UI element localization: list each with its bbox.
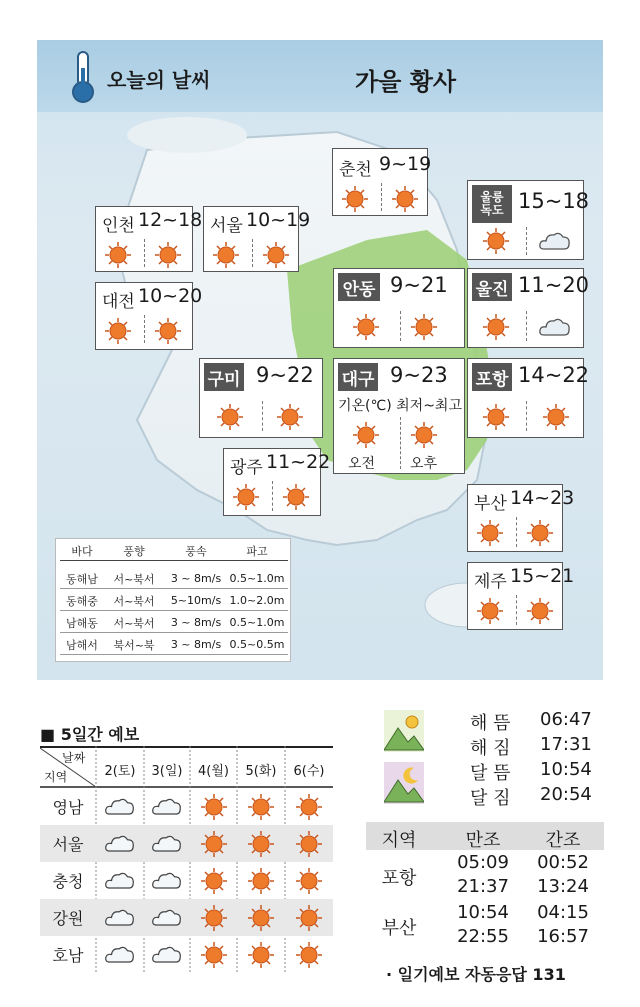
tide-region: 부산 xyxy=(381,918,417,939)
sunset-time: 17:31 xyxy=(540,734,592,755)
sea-wave: 0.5~1.0m xyxy=(229,616,285,629)
sea-wind-dir: 북서~북 xyxy=(113,638,155,652)
forecast-row xyxy=(40,936,333,973)
sun-icon xyxy=(216,403,244,431)
city-card-daejeon xyxy=(95,282,203,350)
city-temp: 14~22 xyxy=(518,363,590,387)
sun-icon xyxy=(276,403,304,431)
season-title: 가을 황사 xyxy=(355,68,457,96)
city-tag: 포항 xyxy=(472,363,512,391)
sunset-label: 해 짐 xyxy=(470,738,511,759)
city-name: 대전 xyxy=(102,292,135,312)
cloud-icon xyxy=(104,943,136,966)
sea-row xyxy=(60,613,288,633)
sun-icon xyxy=(104,317,132,345)
tide-high: 05:09 xyxy=(457,852,509,873)
city-temp: 12~18 xyxy=(138,209,203,231)
sea-wind-speed: 3 ~ 8m/s xyxy=(170,638,222,651)
tide-region: 포항 xyxy=(381,868,417,889)
sun-icon xyxy=(282,483,310,511)
corner-date: 날짜 xyxy=(62,751,86,765)
sun-icon xyxy=(154,241,182,269)
sun-icon xyxy=(295,941,323,969)
tide-low: 16:57 xyxy=(537,926,589,947)
sea-area: 동해중 xyxy=(66,594,98,608)
weather-map xyxy=(37,40,603,680)
sea-area: 동해남 xyxy=(66,572,98,586)
sun-mountain-icon xyxy=(384,710,424,752)
cloud-icon xyxy=(151,869,183,892)
city-name: 춘천 xyxy=(339,160,372,180)
sun-icon xyxy=(482,403,510,431)
sun-icon xyxy=(200,867,228,895)
forecast-title: ■ 5일간 예보 xyxy=(40,725,140,744)
city-temp: 10~20 xyxy=(138,285,203,307)
forecast-region: 강원 xyxy=(52,909,84,928)
forecast-row xyxy=(40,788,333,825)
sea-wind-dir: 서~북서 xyxy=(113,572,155,586)
sunrise-label: 해 뜸 xyxy=(470,713,511,734)
day-label: 4(월) xyxy=(198,764,229,779)
day-label: 6(수) xyxy=(293,764,325,779)
forecast-grid xyxy=(40,746,333,974)
sun-icon xyxy=(200,904,228,932)
day-label: 2(토) xyxy=(104,764,136,779)
tide-header: 지역 xyxy=(381,830,417,851)
sun-icon xyxy=(104,241,132,269)
sunrise-time: 06:47 xyxy=(540,709,592,730)
day-label: 5(화) xyxy=(245,764,277,779)
legend-pm: 오후 xyxy=(410,456,438,472)
sun-icon xyxy=(295,904,323,932)
city-card-incheon xyxy=(95,206,203,272)
sea-area: 남해동 xyxy=(66,616,98,630)
sea-wave: 0.5~0.5m xyxy=(229,638,285,651)
sun-icon xyxy=(232,483,260,511)
sun-icon xyxy=(526,597,554,625)
tide-low: 13:24 xyxy=(537,876,589,897)
sun-icon xyxy=(262,241,290,269)
sea-wind-dir: 서~북서 xyxy=(113,616,155,630)
city-card-pohang xyxy=(467,358,590,438)
sea-row xyxy=(60,569,288,589)
cloud-icon xyxy=(104,795,136,818)
sun-icon xyxy=(526,519,554,547)
sun-icon xyxy=(410,313,438,341)
cloud-icon xyxy=(151,795,183,818)
city-name: 인천 xyxy=(102,216,135,236)
tide-low: 04:15 xyxy=(537,902,589,923)
tide-high: 10:54 xyxy=(457,902,509,923)
sun-icon xyxy=(391,185,419,213)
sea-row xyxy=(60,591,288,611)
sun-icon xyxy=(200,830,228,858)
city-card-gwangju xyxy=(223,448,331,516)
sun-icon xyxy=(295,793,323,821)
city-temp: 9~21 xyxy=(390,273,448,297)
moon-mountain-icon xyxy=(384,762,424,804)
city-card-ulleung xyxy=(467,180,590,260)
city-tag: 울릉 독도 xyxy=(472,185,512,223)
sun-icon xyxy=(247,793,275,821)
city-temp: 10~19 xyxy=(246,209,311,231)
cloud-icon xyxy=(538,229,572,253)
cloud-icon xyxy=(104,906,136,929)
sun-icon xyxy=(341,185,369,213)
forecast-region: 호남 xyxy=(52,946,84,965)
city-temp: 15~21 xyxy=(510,565,575,587)
footer-note: · 일기예보 자동응답 131 xyxy=(386,965,566,984)
sea-header: 풍향 xyxy=(123,544,145,558)
cloud-icon xyxy=(104,869,136,892)
city-card-seoul xyxy=(203,206,311,272)
moonset-time: 20:54 xyxy=(540,784,592,805)
city-temp: 11~20 xyxy=(518,273,590,297)
cloud-icon xyxy=(151,943,183,966)
sun-icon xyxy=(295,830,323,858)
sun-icon xyxy=(200,793,228,821)
city-name: 부산 xyxy=(474,494,507,514)
sun-icon xyxy=(247,830,275,858)
sea-wave: 1.0~2.0m xyxy=(229,594,285,607)
sea-wave: 0.5~1.0m xyxy=(229,572,285,585)
city-card-andong xyxy=(333,268,465,348)
tide-high: 22:55 xyxy=(457,926,509,947)
moonset-label: 달 짐 xyxy=(470,788,511,809)
tide-high: 21:37 xyxy=(457,876,509,897)
forecast-region: 서울 xyxy=(52,835,84,854)
city-temp: 11~22 xyxy=(266,451,331,473)
city-name: 서울 xyxy=(210,216,243,236)
city-card-busan xyxy=(467,484,575,552)
city-temp: 9~22 xyxy=(256,363,314,387)
forecast-region: 충청 xyxy=(52,872,84,891)
sea-table xyxy=(55,538,291,662)
city-card-chuncheon xyxy=(332,148,432,216)
sun-icon xyxy=(247,867,275,895)
sun-icon xyxy=(200,941,228,969)
city-card-gumi xyxy=(199,358,323,438)
sea-area: 남해서 xyxy=(66,638,98,652)
sun-icon xyxy=(154,317,182,345)
city-name: 광주 xyxy=(230,458,263,478)
tide-table xyxy=(366,822,604,984)
tide-header: 간조 xyxy=(545,830,581,851)
forecast-row xyxy=(40,862,333,899)
sun-icon xyxy=(476,597,504,625)
sun-icon xyxy=(542,403,570,431)
forecast-region: 영남 xyxy=(52,798,84,817)
moonrise-label: 달 뜸 xyxy=(470,763,511,784)
city-card-daegu xyxy=(333,358,465,474)
sea-header: 풍속 xyxy=(185,544,207,558)
sun-icon xyxy=(476,519,504,547)
cloud-icon xyxy=(151,832,183,855)
moonrise-time: 10:54 xyxy=(540,759,592,780)
forecast-row xyxy=(40,825,333,862)
sun-icon xyxy=(212,241,240,269)
city-tag: 안동 xyxy=(338,273,380,301)
legend-title: 기온(℃) 최저~최고 xyxy=(338,398,462,414)
day-label: 3(일) xyxy=(151,764,183,779)
corner-region: 지역 xyxy=(44,770,68,784)
tide-low: 00:52 xyxy=(537,852,589,873)
tide-header: 만조 xyxy=(465,830,501,851)
sun-icon xyxy=(295,867,323,895)
sea-header: 바다 xyxy=(71,544,93,558)
sun-icon xyxy=(410,421,438,449)
sea-header: 파고 xyxy=(246,544,268,558)
legend-am: 오전 xyxy=(348,456,376,472)
sun-icon xyxy=(352,313,380,341)
city-temp: 14~23 xyxy=(510,487,575,509)
sun-icon xyxy=(247,904,275,932)
city-name: 제주 xyxy=(474,572,507,592)
sun-icon xyxy=(247,941,275,969)
sun-icon xyxy=(482,227,510,255)
sea-wind-speed: 5~10m/s xyxy=(170,594,222,607)
city-tag: 구미 xyxy=(204,363,244,391)
city-temp: 15~18 xyxy=(518,189,590,213)
cloud-icon xyxy=(104,832,136,855)
city-tag: 대구 xyxy=(338,363,378,391)
city-tag: 울진 xyxy=(472,273,512,301)
cloud-icon xyxy=(151,906,183,929)
sea-wind-speed: 3 ~ 8m/s xyxy=(170,572,222,585)
forecast-row xyxy=(40,899,333,936)
city-card-uljin xyxy=(467,268,590,348)
sea-wind-dir: 서~북서 xyxy=(113,594,155,608)
sun-icon xyxy=(352,421,380,449)
city-temp: 9~23 xyxy=(390,363,448,387)
sea-header-row xyxy=(60,541,288,561)
city-card-jeju xyxy=(467,562,575,630)
sea-wind-speed: 3 ~ 8m/s xyxy=(170,616,222,629)
page-title: 오늘의 날씨 xyxy=(107,68,211,92)
city-temp: 9~19 xyxy=(379,153,432,175)
sun-icon xyxy=(482,313,510,341)
cloud-icon xyxy=(538,315,572,339)
sea-row xyxy=(60,635,288,655)
